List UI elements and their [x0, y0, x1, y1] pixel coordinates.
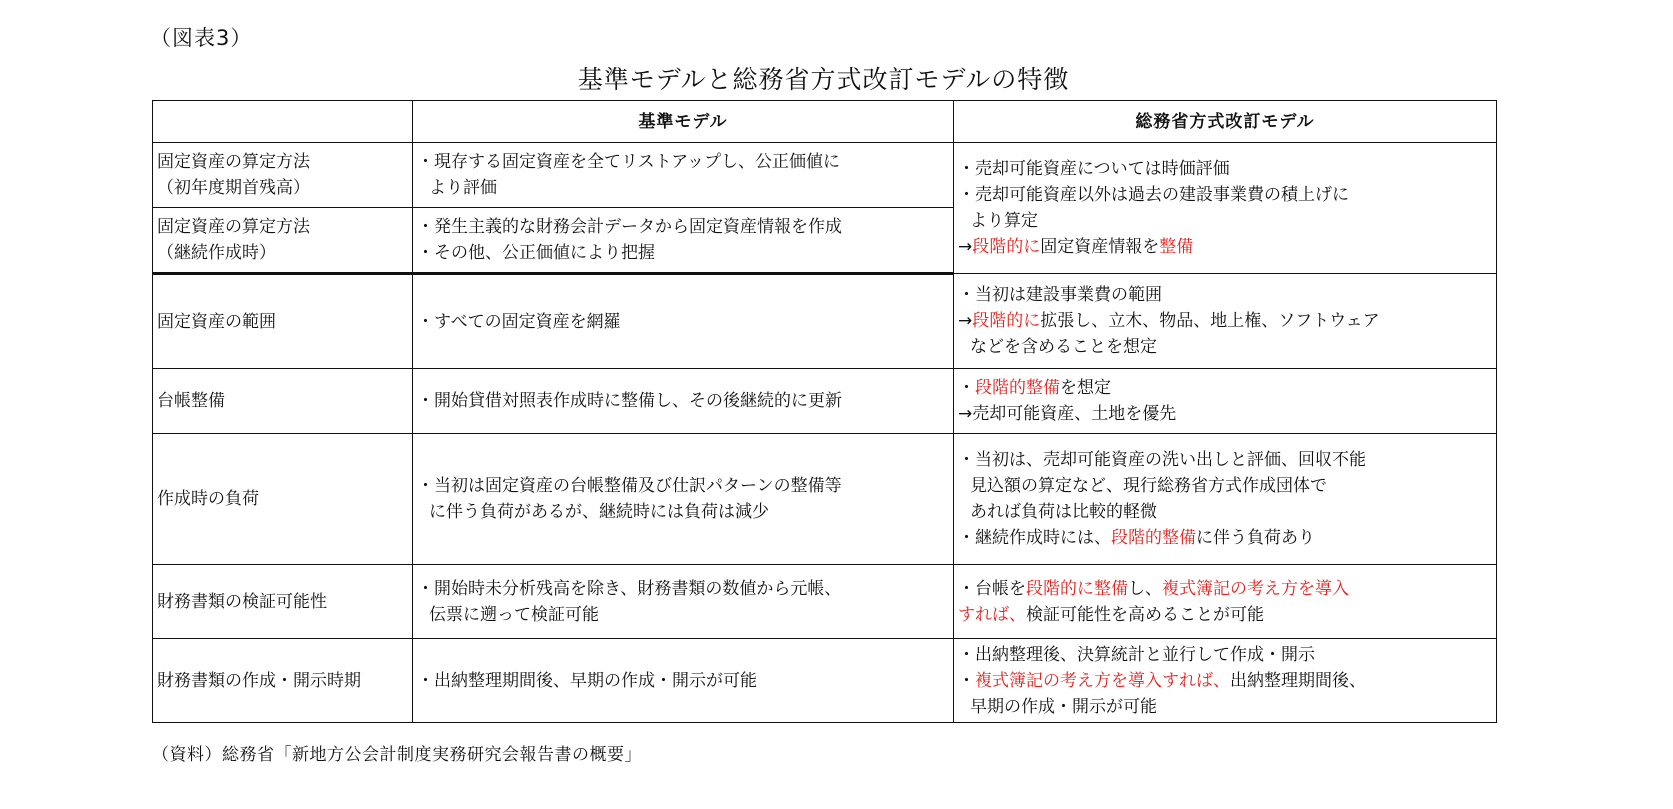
page-title: 基準モデルと総務省方式改訂モデルの特徴	[577, 65, 1070, 94]
cell-line: 早期の作成・開示が可能	[970, 696, 1157, 717]
highlight-text: 段階的に整備	[1026, 578, 1128, 599]
kijun-cell	[413, 143, 954, 208]
cell-line: などを含めることを想定	[970, 337, 1157, 357]
cell-line: あれば負荷は比較的軽微	[970, 502, 1157, 522]
highlight-text: 段階的整備	[1111, 528, 1196, 548]
highlight-text: 複式簿記の考え方を導入	[1162, 578, 1349, 599]
header-somusho-model: 総務省方式改訂モデル	[954, 101, 1497, 143]
row-label	[153, 274, 413, 369]
cell-line: より評価	[429, 178, 497, 198]
row-label-line: 財務書類の作成・開示時期	[157, 670, 361, 691]
row-label-line: 台帳整備	[157, 391, 225, 411]
row-label	[153, 434, 413, 565]
highlight-text: 段階的整備	[975, 378, 1060, 398]
row-label	[153, 369, 413, 434]
row-label-line: 財務書類の検証可能性	[157, 591, 327, 612]
table-row	[153, 143, 1497, 208]
cell-line: ・当初は、売却可能資産の洗い出しと評価、回収不能	[958, 450, 1366, 470]
cell-line: ・発生主義的な財務会計データから固定資産情報を作成	[417, 217, 842, 237]
kijun-cell	[413, 274, 954, 369]
cell-line: ・出納整理後、決算統計と並行して作成・開示	[958, 644, 1315, 665]
plain-text: を想定	[1060, 378, 1111, 398]
cell-line	[958, 602, 1492, 628]
highlight-text: 段階的に	[972, 237, 1041, 257]
plain-text: 固定資産情報を	[1040, 237, 1160, 257]
cell-line: ・売却可能資産については時価評価	[958, 159, 1230, 179]
plain-text: ・継続作成時には、	[958, 528, 1111, 548]
arrow-text: →	[958, 311, 973, 331]
somusho-cell	[954, 143, 1497, 274]
cell-line: ・現存する固定資産を全てリストアップし、公正価値に	[417, 152, 840, 172]
cell-line: ・出納整理期間後、早期の作成・開示が可能	[417, 670, 757, 691]
plain-text: 拡張し、立木、物品、地上権、ソフトウェア	[1040, 311, 1380, 331]
table-row	[153, 434, 1497, 565]
row-label-line: 固定資産の算定方法	[157, 152, 310, 172]
plain-text: ・台帳を	[958, 578, 1026, 599]
bullet-text: ・	[958, 670, 975, 691]
cell-line: に伴う負荷があるが、継続時には負荷は減少	[429, 502, 769, 522]
header-kijun-model: 基準モデル	[413, 101, 954, 143]
cell-line: より算定	[970, 211, 1038, 231]
cell-line: 見込額の算定など、現行総務省方式作成団体で	[970, 476, 1327, 496]
table-row	[153, 639, 1497, 723]
cell-line: ・当初は建設事業費の範囲	[958, 285, 1162, 305]
row-label-line: （初年度期首残高）	[157, 178, 310, 198]
bullet-text: ・	[958, 378, 975, 398]
row-label	[153, 143, 413, 208]
kijun-cell	[413, 434, 954, 565]
cell-line: ・その他、公正価値により把握	[417, 243, 655, 263]
cell-line	[958, 234, 1492, 260]
row-label	[153, 565, 413, 639]
kijun-cell	[413, 639, 954, 723]
highlight-text: 段階的に	[972, 311, 1041, 331]
highlight-text: 整備	[1159, 237, 1194, 257]
table-row	[153, 369, 1497, 434]
kijun-cell	[413, 208, 954, 274]
source-footnote: （資料）総務省「新地方公会計制度実務研究会報告書の概要」	[152, 745, 642, 765]
highlight-text: すれば、	[958, 604, 1026, 625]
row-label-line: 固定資産の算定方法	[157, 217, 310, 237]
comparison-table	[152, 100, 1497, 723]
header-item	[153, 101, 413, 143]
figure-label: （図表3）	[150, 26, 253, 50]
table-row	[153, 274, 1497, 369]
somusho-cell	[954, 369, 1497, 434]
cell-line	[958, 576, 1492, 602]
cell-line	[958, 375, 1492, 401]
plain-text: に伴う負荷あり	[1196, 528, 1315, 548]
cell-line: 伝票に遡って検証可能	[429, 604, 599, 625]
kijun-cell	[413, 565, 954, 639]
row-label-line: 作成時の負荷	[157, 489, 259, 509]
plain-text: 検証可能性を高めることが可能	[1026, 604, 1264, 625]
arrow-text: →	[958, 237, 973, 257]
row-label-line: 固定資産の範囲	[157, 311, 276, 332]
row-label	[153, 208, 413, 274]
table-header-row	[153, 101, 1497, 143]
cell-line: ・開始時未分析残高を除き、財務書類の数値から元帳、	[417, 578, 842, 599]
plain-text: し、	[1128, 578, 1162, 599]
kijun-cell	[413, 369, 954, 434]
cell-line: ・すべての固定資産を網羅	[417, 311, 621, 332]
cell-line	[958, 308, 1492, 334]
cell-line: ・開始貸借対照表作成時に整備し、その後継続的に更新	[417, 391, 842, 411]
cell-line: ・売却可能資産以外は過去の建設事業費の積上げに	[958, 185, 1349, 205]
cell-line	[958, 668, 1492, 694]
somusho-cell	[954, 274, 1497, 369]
row-label-line: （継続作成時）	[157, 243, 276, 263]
somusho-cell	[954, 639, 1497, 723]
somusho-cell	[954, 565, 1497, 639]
somusho-cell	[954, 434, 1497, 565]
cell-line: →売却可能資産、土地を優先	[958, 404, 1177, 424]
plain-text: 出納整理期間後、	[1230, 670, 1366, 691]
cell-line	[958, 525, 1492, 551]
highlight-text: 複式簿記の考え方を導入すれば、	[975, 670, 1230, 691]
cell-line: ・当初は固定資産の台帳整備及び仕訳パターンの整備等	[417, 476, 842, 496]
row-label	[153, 639, 413, 723]
table-row	[153, 565, 1497, 639]
